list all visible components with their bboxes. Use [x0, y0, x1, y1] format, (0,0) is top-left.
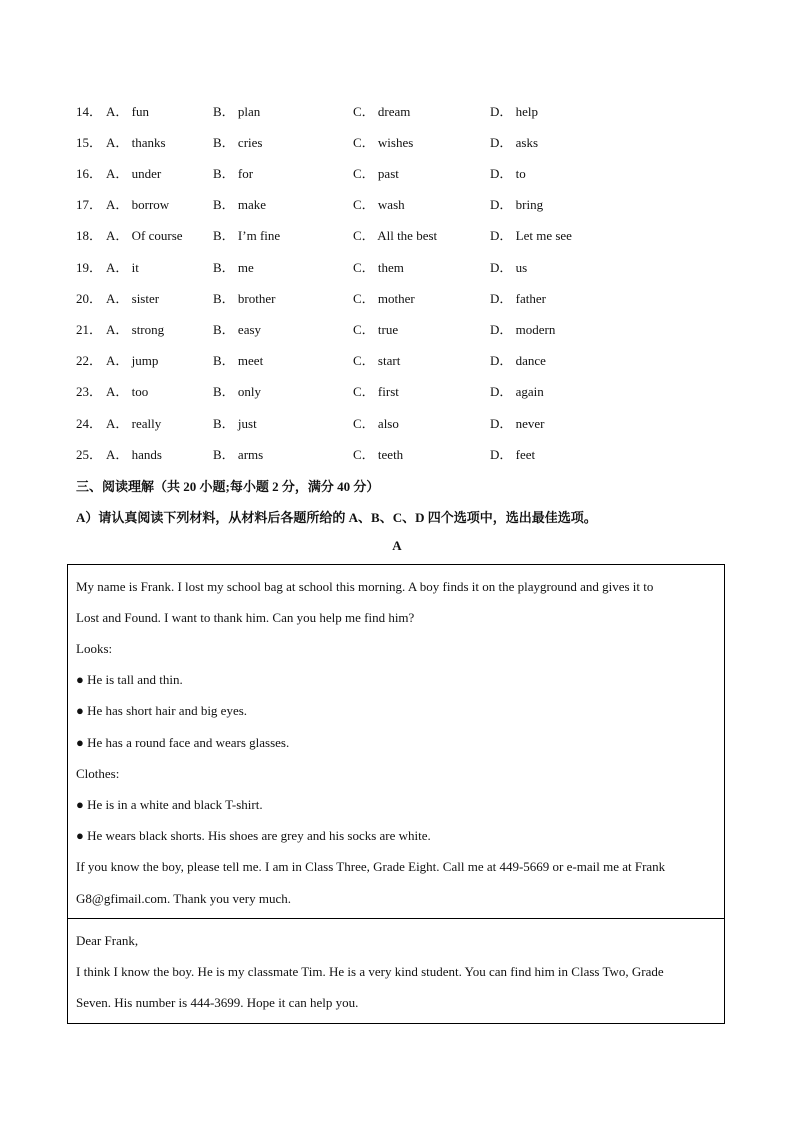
option-c: C． All the best [353, 228, 438, 243]
option-d: D． help [490, 104, 539, 119]
option-c: C． wash [353, 197, 405, 212]
option-a: A． it [106, 260, 139, 275]
option-c: C． them [353, 260, 404, 275]
option-b: B． for [213, 166, 254, 181]
option-b: B． easy [213, 322, 262, 337]
option-d: D． us [490, 260, 528, 275]
option-c: C． true [353, 322, 399, 337]
option-d: D． never [490, 416, 545, 431]
option-a: A． under [106, 166, 162, 181]
notice-line: G8@gfimail.com. Thank you very much. [76, 891, 291, 906]
notice-line: ● He is in a white and black T-shirt. [76, 797, 263, 812]
notice-line: If you know the boy, please tell me. I am in Class Three, Grade Eight. Call me at 449-5669 or e-mail me at Frank [76, 859, 666, 874]
option-a: A． hands [106, 447, 162, 462]
option-d: D． modern [490, 322, 556, 337]
option-a: A． fun [106, 104, 149, 119]
option-c: C． dream [353, 104, 411, 119]
question-number: 23． [76, 384, 103, 399]
option-a: A． strong [106, 322, 165, 337]
option-b: B． plan [213, 104, 261, 119]
option-c: C． start [353, 353, 401, 368]
option-b: B． arms [213, 447, 264, 462]
option-d: D． to [490, 166, 526, 181]
option-c: C． mother [353, 291, 415, 306]
question-number: 17． [76, 197, 103, 212]
option-a: A． jump [106, 353, 159, 368]
lost-notice-box [67, 564, 725, 919]
option-a: A． borrow [106, 197, 170, 212]
option-b: B． just [213, 416, 257, 431]
question-number: 20． [76, 291, 103, 306]
option-a: A． thanks [106, 135, 166, 150]
notice-line: Looks: [76, 641, 113, 656]
option-a: A． Of course [106, 228, 183, 243]
option-a: A． too [106, 384, 149, 399]
option-a: A． sister [106, 291, 160, 306]
question-number: 22． [76, 353, 103, 368]
option-a: A． really [106, 416, 162, 431]
option-c: C． past [353, 166, 399, 181]
option-b: B． brother [213, 291, 276, 306]
option-b: B． meet [213, 353, 264, 368]
option-d: D． father [490, 291, 546, 306]
option-d: D． bring [490, 197, 544, 212]
option-d: D． Let me see [490, 228, 572, 243]
option-b: B． make [213, 197, 267, 212]
question-number: 15． [76, 135, 103, 150]
option-c: C． wishes [353, 135, 414, 150]
question-number: 19． [76, 260, 103, 275]
notice-line: ● He has a round face and wears glasses. [76, 735, 290, 750]
option-d: D． feet [490, 447, 536, 462]
option-b: B． cries [213, 135, 263, 150]
reply-box [67, 918, 725, 1024]
question-number: 21． [76, 322, 103, 337]
question-number: 16． [76, 166, 103, 181]
reply-line: Seven. His number is 444-3699. Hope it can help you. [76, 995, 359, 1010]
section-instruction: A）请认真阅读下列材料，从材料后各题所给的 A、B、C、D 四个选项中，选出最佳选项。 [76, 510, 597, 525]
option-b: B． I’m fine [213, 228, 281, 243]
option-d: D． dance [490, 353, 546, 368]
notice-line: ● He has short hair and big eyes. [76, 703, 248, 718]
reply-line: I think I know the boy. He is my classmate Tim. He is a very kind student. You can find him in Class Two, Grade [76, 964, 664, 979]
option-d: D． again [490, 384, 544, 399]
option-c: C． also [353, 416, 399, 431]
question-number: 24． [76, 416, 103, 431]
reply-line: Dear Frank, [76, 933, 139, 948]
option-b: B． me [213, 260, 254, 275]
notice-line: My name is Frank. I lost my school bag at school this morning. A boy finds it on the playground and gives it to [76, 579, 654, 594]
notice-line: ● He is tall and thin. [76, 672, 183, 687]
option-c: C． first [353, 384, 399, 399]
notice-line: Lost and Found. I want to thank him. Can you help me find him? [76, 610, 415, 625]
option-b: B． only [213, 384, 262, 399]
notice-line: Clothes: [76, 766, 120, 781]
question-number: 14． [76, 104, 103, 119]
option-c: C． teeth [353, 447, 404, 462]
option-d: D． asks [490, 135, 539, 150]
notice-line: ● He wears black shorts. His shoes are grey and his socks are white. [76, 828, 431, 843]
section-title: 三、阅读理解（共 20 小题;每小题 2 分，满分 40 分） [76, 479, 380, 494]
question-number: 25． [76, 447, 103, 462]
passage-label: A [392, 538, 402, 553]
question-number: 18． [76, 228, 103, 243]
